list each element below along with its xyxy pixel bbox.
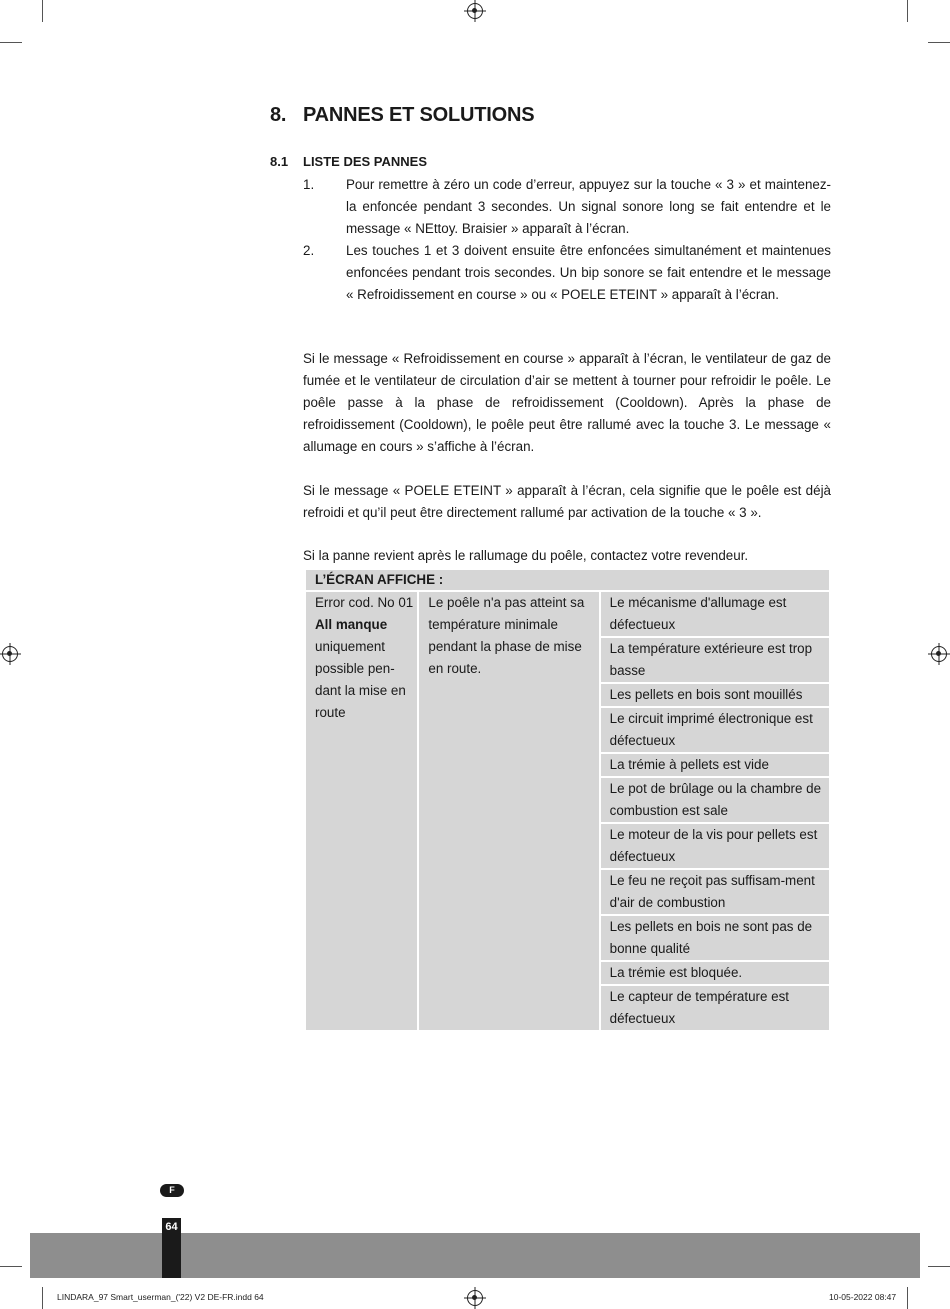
section-title-text: PANNES ET SOLUTIONS [303, 104, 535, 126]
cause-cell: La température extérieure est trop basse [600, 637, 830, 683]
subsection-number: 8.1 [270, 154, 289, 169]
page-number: 64 [162, 1218, 181, 1278]
section-number: 8. [270, 104, 287, 126]
crop-mark [928, 42, 950, 43]
subsection-title-text: LISTE DES PANNES [303, 154, 428, 169]
crop-mark [42, 1287, 43, 1309]
subsection-title [270, 154, 427, 169]
cause-cell: Les pellets en bois ne sont pas de bonne qualité [600, 915, 830, 961]
registration-mark-icon [467, 3, 483, 19]
registration-mark-icon [467, 1290, 483, 1306]
error-code: Error cod. No 01 [315, 595, 414, 610]
step-text: Pour remettre à zéro un code d’erreur, appuyez sur la touche « 3 » et maintenez-la enfoncée pendant 3 secondes. Un signal sonore long se fait entendre et le message « NEttoy. Braisier » apparaît à l’écran. [346, 177, 831, 236]
cause-cell: Le pot de brûlage ou la chambre de combustion est sale [600, 777, 830, 823]
cause-cell: Le moteur de la vis pour pellets est défectueux [600, 823, 830, 869]
step-text: Les touches 1 et 3 doivent ensuite être enfoncées simultanément et maintenues enfoncées pendant trois secondes. Un bip sonore se fait entendre et le message « Refroidissement en course » ou « POELE ETEINT » apparaît à l’écran. [346, 243, 831, 302]
section-title [270, 104, 534, 127]
cause-cell: La trémie à pellets est vide [600, 753, 830, 777]
crop-mark [907, 1287, 908, 1309]
registration-mark-icon [2, 646, 18, 662]
paragraph-cooldown: Si le message « Refroidissement en course » apparaît à l’écran, le ventilateur de gaz de fumée et le ventilateur de circulation d’air se mettent à tourner pour refroidir le poêle. Le poêle passe à la phase de refroidissement (Cooldown). Après la phase de refroidissement (Cooldown), le poêle peut être rallumé avec la touche 3. Le message « allumage en cours » s’affiche à l’écran. [303, 351, 831, 454]
error-note: uniquement possible pen-dant la mise en route [315, 639, 406, 720]
error-name: All manque [315, 617, 388, 632]
cause-cell: Le mécanisme d'allumage est défectueux [600, 591, 830, 637]
error-code-cell [305, 591, 418, 1031]
cause-cell: La trémie est bloquée. [600, 961, 830, 985]
crop-mark [907, 0, 908, 22]
cause-cell: Le capteur de température est défectueux [600, 985, 830, 1031]
table-row [305, 591, 830, 637]
registration-mark-icon [931, 646, 947, 662]
crop-mark [928, 1266, 950, 1267]
step-number: 2. [303, 243, 315, 258]
step-number: 1. [303, 177, 315, 192]
error-table [304, 568, 831, 1032]
paragraph-poele-eteint: Si le message « POELE ETEINT » apparaît à l’écran, cela signifie que le poêle est déjà refroidi et qu’il peut être directement rallumé par activation de la touche « 3 ». [303, 483, 831, 520]
list-item [303, 240, 831, 306]
language-badge: F [160, 1184, 184, 1197]
list-item [303, 174, 831, 240]
crop-mark [0, 42, 22, 43]
file-slug: LINDARA_97 Smart_userman_('22) V2 DE-FR.indd 64 [57, 1292, 264, 1302]
crop-mark [42, 0, 43, 22]
crop-mark [0, 1266, 22, 1267]
cause-cell: Le circuit imprimé électronique est défectueux [600, 707, 830, 753]
cause-cell: Les pellets en bois sont mouillés [600, 683, 830, 707]
cause-cell: Le feu ne reçoit pas suffisam-ment d'air de combustion [600, 869, 830, 915]
paragraph-contact-dealer: Si la panne revient après le rallumage du poêle, contactez votre revendeur. [303, 548, 749, 563]
table-header: L’ÉCRAN AFFICHE : [305, 569, 830, 591]
error-description-cell: Le poêle n'a pas atteint sa température minimale pendant la phase de mise en route. [418, 591, 599, 1031]
date-slug: 10-05-2022 08:47 [829, 1292, 897, 1302]
steps-list [303, 174, 831, 306]
